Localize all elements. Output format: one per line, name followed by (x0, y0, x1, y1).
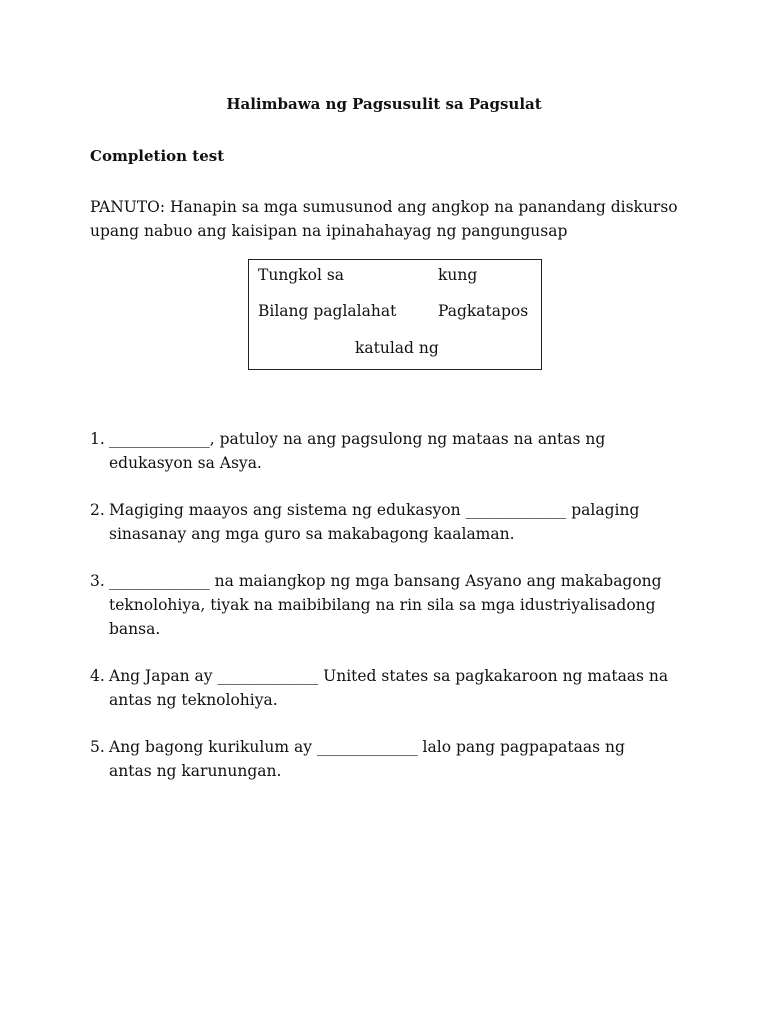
question-number: 4. (90, 667, 105, 685)
question-list (90, 427, 670, 806)
test-type-heading: Completion test (90, 147, 225, 165)
question-item (90, 498, 670, 546)
word-bank-item: Bilang paglalahat (258, 302, 397, 320)
question-number: 1. (90, 430, 105, 448)
word-bank-item: katulad ng (355, 339, 439, 357)
question-number: 2. (90, 501, 105, 519)
word-bank-item: Pagkatapos (438, 302, 529, 320)
question-text: Ang Japan ay _____________ United states sa pagkakaroon ng mataas na antas ng teknolohiya. (109, 667, 669, 709)
word-bank-item: Tungkol sa (258, 266, 345, 284)
instructions-paragraph: PANUTO: Hanapin sa mga sumusunod ang angkop na panandang diskurso upang nabuo ang kaisipan na ipinahahayag ng pangungusap (90, 198, 678, 240)
question-text: Ang bagong kurikulum ay _____________ lalo pang pagpapataas ng antas ng karunungan. (109, 738, 625, 780)
word-bank-box (248, 259, 542, 370)
question-text: _____________, patuloy na ang pagsulong ng mataas na antas ng edukasyon sa Asya. (109, 430, 606, 472)
question-number: 3. (90, 572, 105, 590)
word-bank-item: kung (438, 266, 478, 284)
question-item (90, 427, 670, 475)
document-title: Halimbawa ng Pagsusulit sa Pagsulat (226, 95, 542, 113)
question-text: Magiging maayos ang sistema ng edukasyon _____________ palaging sinasanay ang mga guro sa makabagong kaalaman. (109, 501, 640, 543)
question-number: 5. (90, 738, 105, 756)
question-item (90, 664, 670, 712)
question-item (90, 569, 670, 641)
question-item (90, 735, 670, 783)
question-text: _____________ na maiangkop ng mga bansang Asyano ang makabagong teknolohiya, tiyak na maibibilang na rin sila sa mga idustriyalisadong bansa. (109, 572, 662, 638)
